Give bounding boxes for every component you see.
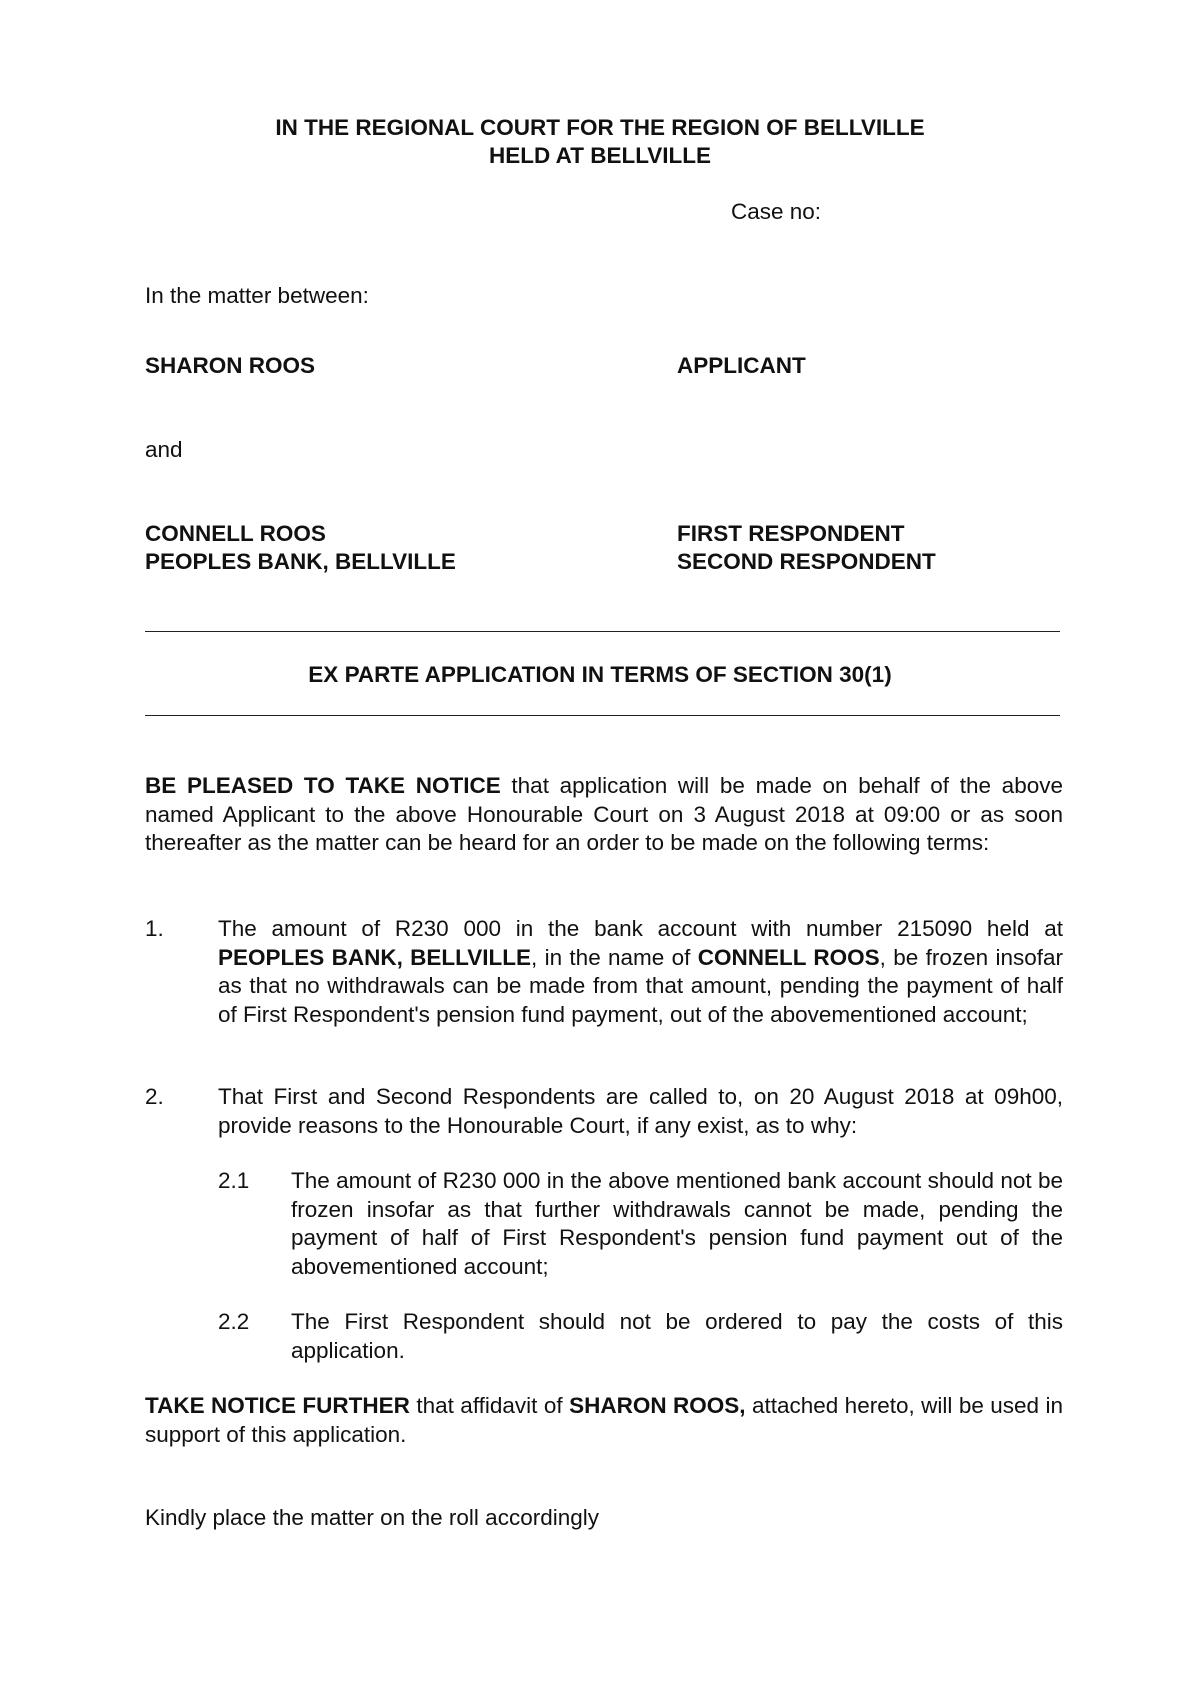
application-title: EX PARTE APPLICATION IN TERMS OF SECTION 30(1) — [308, 662, 892, 687]
further-notice-name: SHARON ROOS, — [569, 1393, 746, 1418]
item-1-text — [218, 915, 1063, 1029]
second-respondent-name: PEOPLES BANK, BELLVILLE — [145, 549, 456, 574]
further-notice-paragraph — [145, 1392, 1063, 1449]
item-1-part-1: The amount of R230 000 in the bank account with number 215090 held at — [218, 916, 1063, 941]
further-notice-part-1: that affidavit of — [409, 1393, 570, 1418]
notice-paragraph — [145, 772, 1063, 858]
closing-line: Kindly place the matter on the roll accordingly — [145, 1505, 599, 1530]
further-notice-part-2: attached hereto, will be used in support of this application. — [145, 1393, 1064, 1447]
matter-between: In the matter between: — [145, 283, 369, 308]
item-1-number: 1. — [145, 916, 164, 941]
bottom-divider — [145, 715, 1060, 716]
first-respondent-role: FIRST RESPONDENT — [677, 521, 905, 546]
first-respondent-name: CONNELL ROOS — [145, 521, 326, 546]
applicant-role: APPLICANT — [677, 353, 806, 378]
and-conjunction: and — [145, 437, 183, 462]
notice-lead: BE PLEASED TO TAKE NOTICE — [145, 773, 501, 798]
item-2-2-number: 2.2 — [218, 1309, 250, 1334]
applicant-name: SHARON ROOS — [145, 353, 316, 378]
item-2-1-number: 2.1 — [218, 1168, 250, 1193]
case-number-label: Case no: — [731, 199, 822, 224]
further-notice-lead: TAKE NOTICE FURTHER — [145, 1393, 410, 1418]
item-1-part-3: , be frozen insofar as that no withdrawals can be made from that amount, pending the payment of half of First Respondent's pension fund payment, out of the abovementioned account; — [218, 944, 1063, 1027]
item-2-2-text: The First Respondent should not be ordered to pay the costs of this application. — [291, 1309, 1063, 1363]
top-divider — [145, 631, 1060, 632]
item-1-part-2: , in the name of — [531, 944, 698, 970]
notice-text: that application will be made on behalf of the above named Applicant to the above Honourable Court on 3 August 2018 at 09:00 or as soon thereafter as the matter can be heard for an order to be made on the following terms: — [145, 773, 1063, 855]
item-1-bank-name: PEOPLES BANK, BELLVILLE — [218, 944, 532, 970]
item-1-respondent-name: CONNELL ROOS — [697, 944, 880, 970]
court-heading: IN THE REGIONAL COURT FOR THE REGION OF BELLVILLE — [275, 115, 925, 140]
held-at-heading: HELD AT BELLVILLE — [488, 143, 712, 168]
second-respondent-role: SECOND RESPONDENT — [677, 549, 936, 574]
item-2-1-text: The amount of R230 000 in the above mentioned bank account should not be frozen insofar as that further withdrawals cannot be made, pending the payment of half of First Respondent's pension fund payment out of the abovementioned account; — [291, 1168, 1063, 1279]
item-2-number: 2. — [145, 1084, 164, 1109]
item-2-text: That First and Second Respondents are called to, on 20 August 2018 at 09h00, provide reasons to the Honourable Court, if any exist, as to why: — [218, 1084, 1063, 1138]
